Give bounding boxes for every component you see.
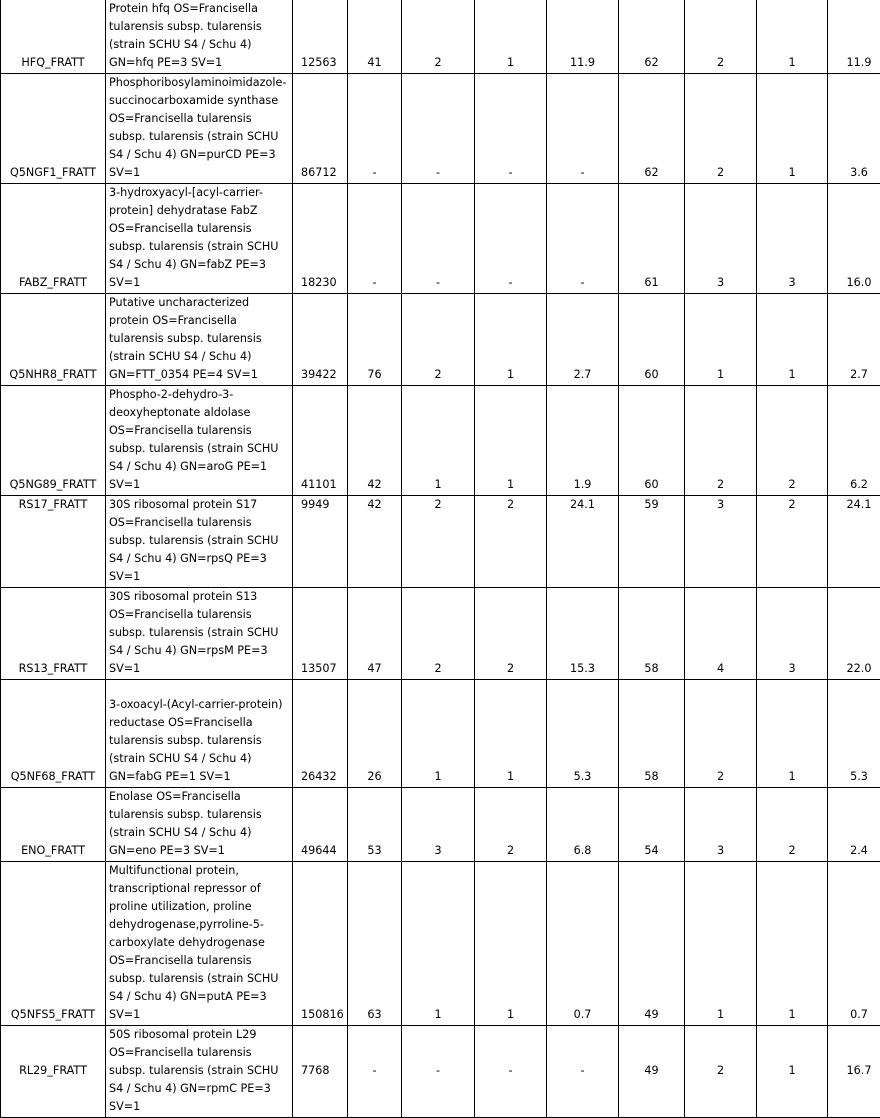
value-cell: 62 [619,74,685,184]
description-cell: Enolase OS=Francisella tularensis subsp. tularensis (strain SCHU S4 / Schu 4) GN=eno PE=3 SV=1 [106,788,293,862]
value-cell: - [475,1026,547,1118]
value-cell: 61 [619,184,685,294]
value-cell: 54 [619,788,685,862]
value-cell: 0.7 [828,862,880,1026]
value-cell: 6.2 [828,386,880,496]
mass-cell: 7768 [293,1026,348,1118]
accession-cell: Q5NHR8_FRATT [1,294,106,386]
value-cell: 49 [619,862,685,1026]
value-cell: 1 [475,294,547,386]
value-cell: 1 [475,680,547,788]
value-cell: - [547,184,619,294]
table-row [1,862,880,1026]
table-row [1,386,880,496]
value-cell: 1.9 [547,386,619,496]
description-cell: 50S ribosomal protein L29 OS=Francisella tularensis subsp. tularensis (strain SCHU S4 / Schu 4) GN=rpmC PE=3 SV=1 [106,1026,293,1118]
value-cell: 5.3 [828,680,880,788]
value-cell: 2 [402,496,475,588]
value-cell: 2 [757,386,828,496]
value-cell: 3 [685,496,757,588]
mass-cell: 86712 [293,74,348,184]
value-cell: - [402,184,475,294]
value-cell: - [348,184,402,294]
accession-cell: Q5NFS5_FRATT [1,862,106,1026]
value-cell: 1 [685,862,757,1026]
description-cell: Putative uncharacterized protein OS=Francisella tularensis subsp. tularensis (strain SCHU S4 / Schu 4) GN=FTT_0354 PE=4 SV=1 [106,294,293,386]
value-cell: 1 [402,680,475,788]
value-cell: 26 [348,680,402,788]
value-cell: 60 [619,294,685,386]
value-cell: 11.9 [547,0,619,74]
value-cell: 1 [757,294,828,386]
value-cell: 2 [402,588,475,680]
value-cell: 24.1 [547,496,619,588]
accession-cell: RS17_FRATT [1,496,106,588]
value-cell: 2.7 [828,294,880,386]
accession-cell: HFQ_FRATT [1,0,106,74]
value-cell: 2 [757,496,828,588]
value-cell: 2 [475,588,547,680]
accession-cell: Q5NF68_FRATT [1,680,106,788]
value-cell: - [475,74,547,184]
value-cell: - [402,1026,475,1118]
table-row [1,680,880,788]
value-cell: 1 [475,386,547,496]
value-cell: 47 [348,588,402,680]
description-cell: 30S ribosomal protein S13 OS=Francisella tularensis subsp. tularensis (strain SCHU S4 / Schu 4) GN=rpsM PE=3 SV=1 [106,588,293,680]
value-cell: - [348,74,402,184]
value-cell: - [547,74,619,184]
value-cell: 5.3 [547,680,619,788]
description-cell: Protein hfq OS=Francisella tularensis subsp. tularensis (strain SCHU S4 / Schu 4) GN=hfq PE=3 SV=1 [106,0,293,74]
accession-cell: RS13_FRATT [1,588,106,680]
table-row [1,1026,880,1118]
value-cell: 2 [685,0,757,74]
accession-cell: RL29_FRATT [1,1026,106,1118]
value-cell: 0.7 [547,862,619,1026]
value-cell: 1 [757,74,828,184]
mass-cell: 13507 [293,588,348,680]
mass-cell: 49644 [293,788,348,862]
description-cell: 3-hydroxyacyl-[acyl-carrier-protein] dehydratase FabZ OS=Francisella tularensis subsp. tularensis (strain SCHU S4 / Schu 4) GN=fabZ PE=3 SV=1 [106,184,293,294]
value-cell: - [348,1026,402,1118]
description-cell: 30S ribosomal protein S17 OS=Francisella tularensis subsp. tularensis (strain SCHU S4 / Schu 4) GN=rpsQ PE=3 SV=1 [106,496,293,588]
table-row [1,294,880,386]
value-cell: 2.4 [828,788,880,862]
accession-cell: Q5NG89_FRATT [1,386,106,496]
value-cell: 1 [475,0,547,74]
table-row [1,74,880,184]
value-cell: 2 [402,294,475,386]
value-cell: 15.3 [547,588,619,680]
table-row [1,184,880,294]
value-cell: 24.1 [828,496,880,588]
accession-cell: ENO_FRATT [1,788,106,862]
accession-cell: FABZ_FRATT [1,184,106,294]
value-cell: 53 [348,788,402,862]
value-cell: 1 [402,386,475,496]
value-cell: 4 [685,588,757,680]
value-cell: 22.0 [828,588,880,680]
value-cell: 62 [619,0,685,74]
value-cell: 3.6 [828,74,880,184]
value-cell: 3 [757,184,828,294]
value-cell: 42 [348,496,402,588]
value-cell: 2 [685,74,757,184]
value-cell: 1 [685,294,757,386]
value-cell: 3 [685,184,757,294]
mass-cell: 150816 [293,862,348,1026]
value-cell: 41 [348,0,402,74]
value-cell: 11.9 [828,0,880,74]
value-cell: 2 [685,1026,757,1118]
value-cell: - [475,184,547,294]
table-row [1,496,880,588]
description-cell: Phosphoribosylaminoimidazole-succinocarboxamide synthase OS=Francisella tularensis subsp. tularensis (strain SCHU S4 / Schu 4) GN=purCD PE=3 SV=1 [106,74,293,184]
value-cell: 2 [757,788,828,862]
value-cell: 58 [619,588,685,680]
value-cell: 3 [757,588,828,680]
value-cell: 2 [475,496,547,588]
description-cell: Multifunctional protein, transcriptional repressor of proline utilization, proline dehydrogenase,pyrroline-5-carboxylate dehydrogenase OS=Francisella tularensis subsp. tularensis (strain SCHU S4 / Schu 4) GN=putA PE=3 SV=1 [106,862,293,1026]
value-cell: 2 [685,680,757,788]
description-cell: 3-oxoacyl-(Acyl-carrier-protein) reductase OS=Francisella tularensis subsp. tularensis (strain SCHU S4 / Schu 4) GN=fabG PE=1 SV=1 [106,680,293,788]
value-cell: 16.0 [828,184,880,294]
mass-cell: 9949 [293,496,348,588]
value-cell: 3 [685,788,757,862]
table-row [1,0,880,74]
mass-cell: 39422 [293,294,348,386]
value-cell: - [547,1026,619,1118]
value-cell: 16.7 [828,1026,880,1118]
value-cell: 42 [348,386,402,496]
mass-cell: 41101 [293,386,348,496]
value-cell: 6.8 [547,788,619,862]
value-cell: 1 [757,0,828,74]
accession-cell: Q5NGF1_FRATT [1,74,106,184]
value-cell: 1 [402,862,475,1026]
value-cell: 49 [619,1026,685,1118]
value-cell: 2 [402,0,475,74]
value-cell: 59 [619,496,685,588]
mass-cell: 12563 [293,0,348,74]
value-cell: 1 [757,862,828,1026]
value-cell: 1 [757,680,828,788]
value-cell: 76 [348,294,402,386]
mass-cell: 18230 [293,184,348,294]
value-cell: 2 [475,788,547,862]
table-row [1,588,880,680]
value-cell: 1 [757,1026,828,1118]
description-cell: Phospho-2-dehydro-3-deoxyheptonate aldolase OS=Francisella tularensis subsp. tularensis (strain SCHU S4 / Schu 4) GN=aroG PE=1 SV=1 [106,386,293,496]
value-cell: 63 [348,862,402,1026]
value-cell: 60 [619,386,685,496]
value-cell: 3 [402,788,475,862]
value-cell: 58 [619,680,685,788]
table-row [1,788,880,862]
value-cell: 2.7 [547,294,619,386]
mass-cell: 26432 [293,680,348,788]
value-cell: - [402,74,475,184]
value-cell: 1 [475,862,547,1026]
value-cell: 2 [685,386,757,496]
